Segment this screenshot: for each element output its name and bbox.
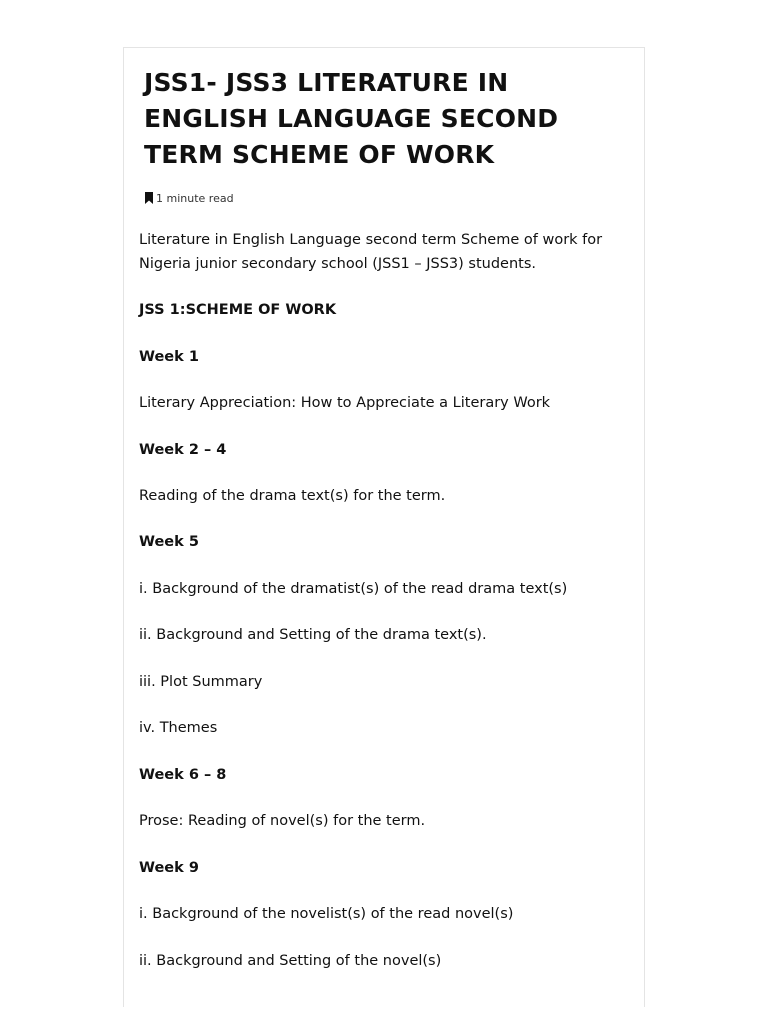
week-heading: Week 6 – 8 (139, 767, 227, 783)
read-time-text: 1 minute read (156, 191, 234, 205)
list-item: i. Background of the dramatist(s) of the read drama text(s) (139, 581, 568, 597)
read-time-meta (144, 189, 234, 207)
list-item: ii. Background and Setting of the drama text(s). (139, 627, 487, 643)
list-item: i. Background of the novelist(s) of the read novel(s) (139, 906, 514, 922)
list-item: iv. Themes (139, 720, 218, 736)
intro-paragraph: Literature in English Language second term Scheme of work for Nigeria junior secondary school (JSS1 – JSS3) students. (139, 232, 603, 272)
bookmark-icon (144, 192, 154, 204)
week-heading: Week 1 (139, 349, 199, 365)
body-paragraph: Prose: Reading of novel(s) for the term. (139, 813, 426, 829)
week-heading: Week 5 (139, 534, 199, 550)
article-title: JSS1- JSS3 LITERATURE IN ENGLISH LANGUAGE SECOND TERM SCHEME OF WORK (144, 68, 559, 169)
body-paragraph: Literary Appreciation: How to Appreciate a Literary Work (139, 395, 551, 411)
week-heading: Week 2 – 4 (139, 442, 227, 458)
week-heading: Week 9 (139, 860, 199, 876)
section-heading: JSS 1:SCHEME OF WORK (139, 302, 337, 318)
article-card (123, 47, 645, 1007)
list-item: ii. Background and Setting of the novel(s) (139, 953, 442, 969)
list-item: iii. Plot Summary (139, 674, 263, 690)
body-paragraph: Reading of the drama text(s) for the term. (139, 488, 446, 504)
